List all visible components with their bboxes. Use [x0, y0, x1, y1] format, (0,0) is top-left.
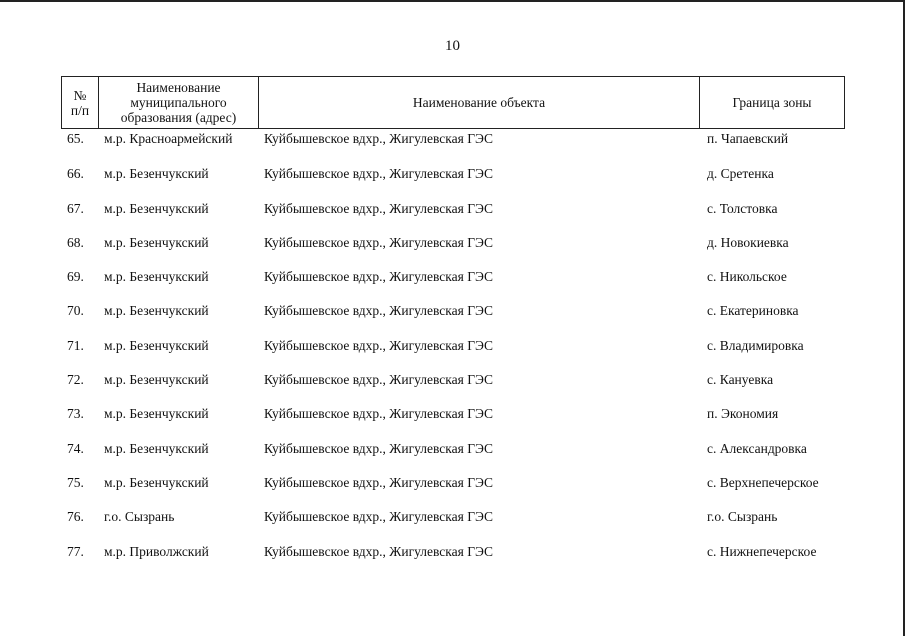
table-row	[61, 300, 844, 334]
table-row	[61, 335, 844, 369]
row-number: 66.	[67, 166, 84, 182]
row-number: 67.	[67, 200, 84, 216]
table-body	[61, 129, 844, 575]
row-number: 68.	[67, 234, 84, 250]
object-name: Куйбышевское вдхр., Жигулевская ГЭС	[264, 543, 493, 559]
table-row	[61, 232, 844, 266]
object-name: Куйбышевское вдхр., Жигулевская ГЭС	[264, 200, 493, 216]
row-number: 75.	[67, 474, 84, 490]
municipality-name: м.р. Безенчукский	[104, 474, 209, 490]
municipality-name: м.р. Безенчукский	[104, 269, 209, 285]
row-number: 76.	[67, 509, 84, 525]
object-name: Куйбышевское вдхр., Жигулевская ГЭС	[264, 303, 493, 319]
table-row	[61, 198, 844, 232]
municipality-name: г.о. Сызрань	[104, 509, 175, 525]
column-header-number-label: № п/п	[70, 87, 90, 118]
table-row	[61, 541, 844, 575]
table-row	[61, 369, 844, 403]
zone-boundary: с. Кануевка	[707, 372, 774, 388]
municipality-name: м.р. Безенчукский	[104, 372, 209, 388]
municipality-name: м.р. Безенчукский	[104, 406, 209, 422]
row-number: 70.	[67, 303, 84, 319]
page-number: 10	[445, 38, 460, 54]
municipality-name: м.р. Безенчукский	[104, 200, 209, 216]
zone-boundary: с. Нижнепечерское	[707, 543, 817, 559]
object-name: Куйбышевское вдхр., Жигулевская ГЭС	[264, 166, 493, 182]
column-header-zone-label: Граница зоны	[732, 95, 812, 110]
municipality-name: м.р. Безенчукский	[104, 303, 209, 319]
municipality-name: м.р. Безенчукский	[104, 166, 209, 182]
object-name: Куйбышевское вдхр., Жигулевская ГЭС	[264, 269, 493, 285]
zone-boundary: с. Верхнепечерское	[707, 474, 819, 490]
zone-boundary: г.о. Сызрань	[707, 509, 778, 525]
column-header-number	[62, 77, 99, 129]
object-name: Куйбышевское вдхр., Жигулевская ГЭС	[264, 131, 493, 146]
object-name: Куйбышевское вдхр., Жигулевская ГЭС	[264, 406, 493, 422]
row-number: 74.	[67, 440, 84, 456]
row-number: 73.	[67, 406, 84, 422]
zone-boundary: д. Сретенка	[707, 166, 774, 182]
zone-boundary: п. Экономия	[707, 406, 779, 422]
object-name: Куйбышевское вдхр., Жигулевская ГЭС	[264, 440, 493, 456]
object-name: Куйбышевское вдхр., Жигулевская ГЭС	[264, 234, 493, 250]
column-header-municipality	[99, 77, 259, 129]
municipality-name: м.р. Безенчукский	[104, 337, 209, 353]
column-header-zone	[700, 77, 845, 129]
zone-boundary: с. Толстовка	[707, 200, 778, 216]
municipality-name: м.р. Красноармейский	[104, 131, 233, 146]
row-number: 71.	[67, 337, 84, 353]
table-row	[61, 472, 844, 506]
column-header-municipality-label: Наименование муниципального образования (адрес)	[120, 80, 237, 125]
table-row	[61, 438, 844, 472]
zone-boundary: с. Владимировка	[707, 337, 804, 353]
row-number: 72.	[67, 372, 84, 388]
zone-boundary: с. Никольское	[707, 269, 787, 285]
object-name: Куйбышевское вдхр., Жигулевская ГЭС	[264, 474, 493, 490]
scan-edge-top	[0, 0, 905, 2]
row-number: 69.	[67, 269, 84, 285]
municipality-name: м.р. Приволжский	[104, 543, 209, 559]
municipality-name: м.р. Безенчукский	[104, 440, 209, 456]
table-row	[61, 506, 844, 540]
column-header-object-label: Наименование объекта	[412, 95, 546, 110]
zone-boundary: п. Чапаевский	[707, 131, 789, 146]
zone-boundary: с. Екатериновка	[707, 303, 799, 319]
table-header	[61, 76, 845, 129]
municipality-name: м.р. Безенчукский	[104, 234, 209, 250]
table-row	[61, 163, 844, 197]
column-header-object	[259, 77, 700, 129]
zone-boundary: с. Александровка	[707, 440, 807, 456]
row-number: 77.	[67, 543, 84, 559]
table-row	[61, 129, 844, 163]
object-name: Куйбышевское вдхр., Жигулевская ГЭС	[264, 509, 493, 525]
object-name: Куйбышевское вдхр., Жигулевская ГЭС	[264, 337, 493, 353]
table-row	[61, 403, 844, 437]
table-row	[61, 266, 844, 300]
zone-boundary: д. Новокиевка	[707, 234, 789, 250]
header-row	[62, 77, 845, 129]
row-number: 65.	[67, 131, 84, 146]
object-name: Куйбышевское вдхр., Жигулевская ГЭС	[264, 372, 493, 388]
